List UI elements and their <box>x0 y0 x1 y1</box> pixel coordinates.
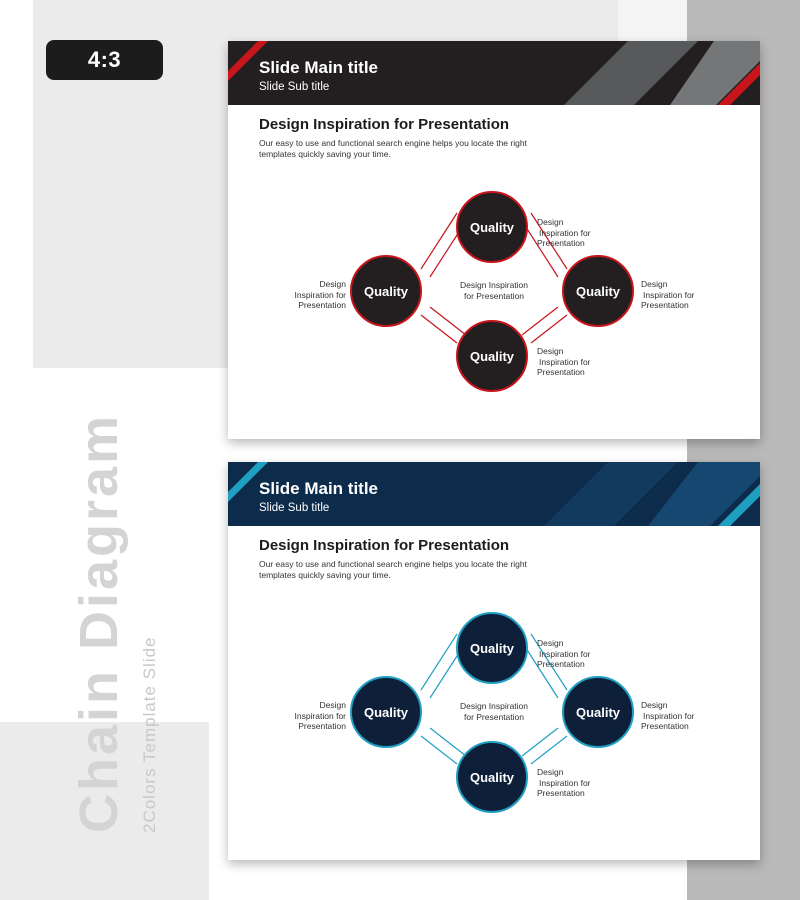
quality-node-bottom: Quality <box>456 741 528 813</box>
quality-node-top: Quality <box>456 191 528 263</box>
slide-title: Slide Main title <box>259 479 379 498</box>
node-label-bottom: Design Inspiration for Presentation <box>537 767 591 798</box>
slide-heading: Design Inspiration for Presentation <box>259 537 510 554</box>
node-label-center: Design Inspiration for Presentation <box>459 701 529 722</box>
slide-heading: Design Inspiration for Presentation <box>259 116 510 133</box>
quality-node-bottom: Quality <box>456 320 528 392</box>
slide-title: Slide Main title <box>259 58 379 77</box>
quality-node-right: Quality <box>562 676 634 748</box>
quality-node-left: Quality <box>350 255 422 327</box>
node-label-left: Design Inspiration for Presentation <box>294 700 346 731</box>
slide-subtitle: Slide Sub title <box>259 81 330 93</box>
node-label-left: Design Inspiration for Presentation <box>294 279 346 310</box>
slide-preview-red <box>228 41 760 439</box>
vertical-title-main: Chain Diagram <box>69 412 129 833</box>
node-label-right: Design Inspiration for Presentation <box>641 279 695 310</box>
quality-node-right: Quality <box>562 255 634 327</box>
slide-description: Our easy to use and functional search engine helps you locate the right templates quickly saving your time. <box>259 559 527 580</box>
slide-preview-blue <box>228 462 760 860</box>
node-label-center: Design Inspiration for Presentation <box>459 280 529 301</box>
node-label-bottom: Design Inspiration for Presentation <box>537 346 591 377</box>
node-label-right: Design Inspiration for Presentation <box>641 700 695 731</box>
quality-node-left: Quality <box>350 676 422 748</box>
node-label-top: Design Inspiration for Presentation <box>537 217 591 248</box>
slide-subtitle: Slide Sub title <box>259 502 330 514</box>
aspect-ratio-badge: 4:3 <box>46 40 163 80</box>
vertical-title-sub: 2Colors Template Slide <box>140 636 159 833</box>
node-label-top: Design Inspiration for Presentation <box>537 638 591 669</box>
quality-node-top: Quality <box>456 612 528 684</box>
slide-description: Our easy to use and functional search engine helps you locate the right templates quickly saving your time. <box>259 138 527 159</box>
